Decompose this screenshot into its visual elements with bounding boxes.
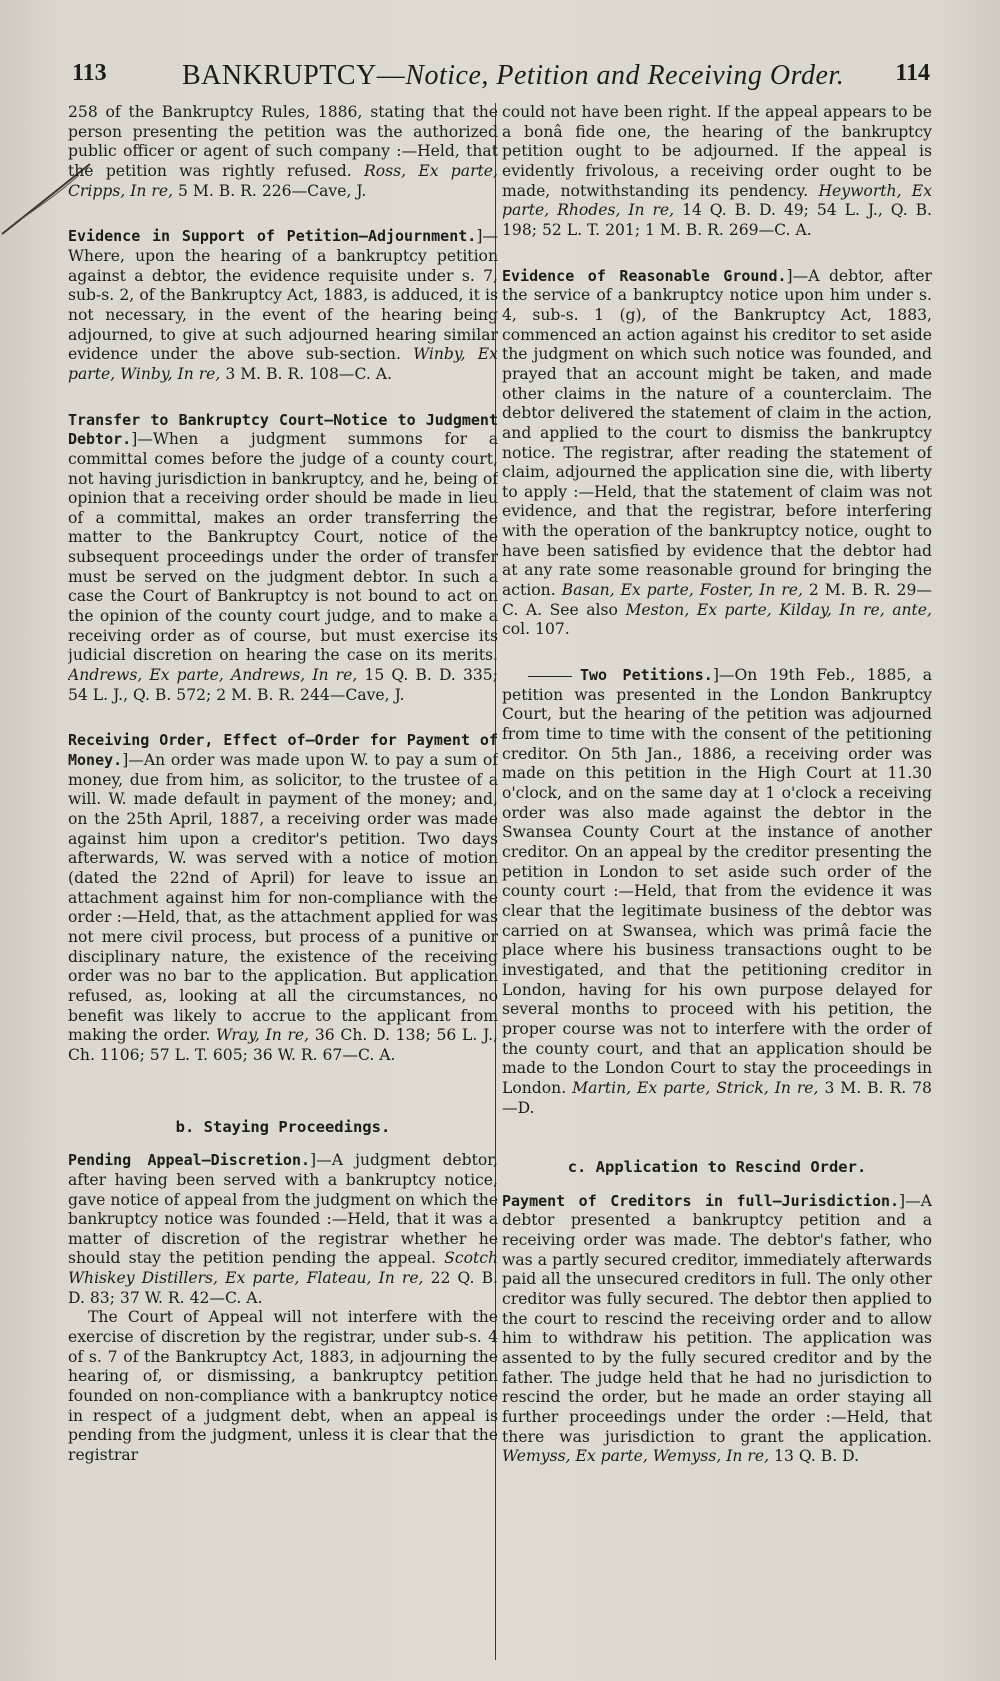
subsection-heading: c. Application to Rescind Order.: [567, 1158, 867, 1177]
entry-pending-appeal: [68, 1151, 498, 1308]
report-citation: 3 M. B. R. 108—C. A.: [225, 364, 392, 383]
entry-text: ]—An order was made upon W. to pay a sum of money, due from him, as solicitor, to the trustee of a will. W. made default in payment of the money; and, on the 25th April, 1887, a receiving order was made against him upon a creditor's petition. Two days afterwards, W. was served with a notice of motion (dated the 22nd of April) for leave to issue an attachment against him for non-compliance with the order :—Held, that, as the attachment applied for was not mere civil process, but process of a punitive or disciplinary nature, the existence of the receiving order was no bar to the application. But application refused, as, looking at all the circumstances, no benefit was likely to accrue to the applicant from making the order.: [68, 751, 498, 1045]
running-title: [182, 60, 844, 92]
report-citation: 22 Q. B. D. 83; 37 W. R. 42—C. A.: [68, 1269, 498, 1307]
title-main: BANKRUPTCY—: [182, 60, 406, 91]
case-citation: Wray, In re,: [216, 1026, 310, 1045]
report-citation: 14 Q. B. D. 49; 54 L. J., Q. B. 198; 52 L. T. 201; 1 M. B. R. 269—C. A.: [502, 201, 932, 239]
entry-evidence-support: [68, 227, 498, 384]
left-column: [68, 103, 498, 1663]
entry-text: ]—A debtor presented a bankruptcy petition and a receiving order was made. The debtor's father, who was a partly secured creditor, immediately afterwards paid all the unsecured creditors in full. The only other creditor was fully secured. The debtor then applied to the court to rescind the receiving order and to allow him to withdraw his petition. The application was assented to by the fully secured creditor and by the father. The judge held that he had no jurisdiction to rescind the order, but he made an order staying all further proceedings under the order :—Held, that there was jurisdiction to grant the application.: [502, 1191, 932, 1446]
entry-heading: Two Petitions.: [580, 666, 713, 685]
case-citation: Winby, Ex parte, Winby, In re,: [68, 345, 498, 383]
report-citation: 3 M. B. R. 78—D.: [502, 1078, 932, 1117]
entry-heading: Pending Appeal—Discretion.: [68, 1151, 311, 1170]
case-citation: Andrews, Ex parte, Andrews, In re,: [68, 666, 358, 685]
report-citation: 15 Q. B. D. 335; 54 L. J., Q. B. 572; 2 M. B. R. 244—Cave, J.: [68, 666, 498, 704]
subsection-heading: b. Staying Proceedings.: [175, 1117, 391, 1136]
case-citation: Wemyss, Ex parte, Wemyss, In re,: [502, 1447, 770, 1466]
title-subject: Notice, Petition and Receiving Order.: [405, 60, 845, 91]
running-header: [72, 60, 930, 96]
left-page-number: 113: [72, 60, 107, 86]
entry-continued: [502, 103, 932, 241]
entry-heading: Evidence of Reasonable Ground.: [502, 266, 787, 285]
report-citation: 5 M. B. R. 226—Cave, J.: [178, 181, 367, 200]
entry-text: ]—A judgment debtor, after having been served with a bankruptcy notice, gave notice of appeal from the judgment on which the bankruptcy notice was founded :—Held, that it was a matter of discretion of the registrar whether he should stay the petition pending the appeal.: [68, 1151, 498, 1268]
report-citation: 13 Q. B. D.: [774, 1447, 860, 1466]
entry-heading: Transfer to Bankruptcy Court—Notice to Judgment Debtor.: [68, 410, 498, 449]
case-citation: Martin, Ex parte, Strick, In re,: [572, 1078, 819, 1097]
entry-transfer: [68, 411, 498, 706]
entry-heading: Payment of Creditors in full—Jurisdiction.: [502, 1191, 900, 1210]
case-citation: Scotch Whiskey Distillers, Ex parte, Flateau, In re,: [68, 1249, 498, 1288]
entry-continued: [68, 103, 498, 201]
entry-text: could not have been right. If the appeal appears to be a bonâ fide one, the hearing of the bankruptcy petition ought to be adjourned. If the appeal is evidently frivolous, a receiving order ought to be made, notwithstanding its pendency.: [502, 103, 932, 200]
entry-heading: Evidence in Support of Petition—Adjournment.: [68, 227, 477, 246]
right-column: [502, 103, 932, 1663]
report-citation: 36 Ch. D. 138; 56 L. J., Ch. 1106; 57 L. T. 605; 36 W. R. 67—C. A.: [68, 1026, 498, 1064]
entry-text: 258 of the Bankruptcy Rules, 1886, stating that the person presenting the petition was the authorized public officer or agent of such company :—Held, that the petition was rightly refused.: [68, 103, 498, 180]
entry-two-petitions: [502, 666, 932, 1118]
entry-court-of-appeal: The Court of Appeal will not interfere with the exercise of discretion by the registrar, under sub-s. 4 of s. 7 of the Bankruptcy Act, 1883, in adjourning the hearing of, or dismissing, a bankruptcy petition founded on non-compliance with a bankruptcy notice in respect of a judgment debt, when an appeal is pending from the judgment, unless it is clear that the registrar: [68, 1308, 498, 1465]
entry-text: ]—On 19th Feb., 1885, a petition was presented in the London Bankruptcy Court, but the hearing of the petition was adjourned from time to time with the consent of the petitioning creditor. On 5th Jan., 1886, a receiving order was made on this petition in the High Court at 11.30 o'clock, and on the same day at 1 o'clock a receiving order was also made against the debtor in the Swansea County Court at the instance of another creditor. On an appeal by the creditor presenting the petition in London to set aside such order of the county court :—Held, that from the evidence it was clear that the legitimate business of the debtor was carried on at Swansea, which was primâ facie the place where his business transactions ought to be investigated, and that the petitioning creditor in London, having for his own purpose delayed for several months to proceed with his petition, the proper course was not to interfere with the order of the county court, and that an application should be made to the London Court to stay the proceedings in London.: [502, 666, 932, 1097]
entry-payment-creditors: [502, 1192, 932, 1467]
entry-receiving-order: [68, 731, 498, 1065]
case-citation: Meston, Ex parte, Kilday, In re, ante,: [625, 600, 932, 619]
entry-heading: Receiving Order, Effect of—Order for Payment of Money.: [68, 731, 498, 770]
report-citation: col. 107.: [502, 620, 570, 639]
report-citation: 2 M. B. R. 29—C. A. See also: [502, 581, 932, 619]
right-page-number: 114: [895, 60, 930, 86]
entry-reasonable-ground: [502, 267, 932, 640]
ditto-dash: [528, 676, 572, 677]
case-citation: Heyworth, Ex parte, Rhodes, In re,: [502, 181, 932, 220]
case-citation: Ross, Ex parte, Cripps, In re,: [68, 161, 498, 200]
entry-text: ]—When a judgment summons for a committal comes before the judge of a county court, not having jurisdiction in bankruptcy, and he, being of opinion that a receiving order should be made in lieu of a committal, makes an order transferring the matter to the Bankruptcy Court, notice of the subsequent proceedings under the order of transfer must be served on the judgment debtor. In such a case the Court of Bankruptcy is not bound to act on the opinion of the county court judge, and to make a receiving order as of course, but must exercise its judicial discretion on hearing the case on its merits.: [68, 430, 498, 665]
entry-text: ]—Where, upon the hearing of a bankruptcy petition against a debtor, the evidence requisite under s. 7, sub-s. 2, of the Bankruptcy Act, 1883, is adduced, it is not necessary, in the event of the hearing being adjourned, to give at such adjourned hearing similar evidence under the above sub-section.: [68, 227, 498, 364]
case-citation: Basan, Ex parte, Foster, In re,: [561, 581, 803, 600]
entry-text: ]—A debtor, after the service of a bankruptcy notice upon him under s. 4, sub-s. 1 (g), of the Bankruptcy Act, 1883, commenced an action against his creditor to set aside the judgment on which such notice was founded, and prayed that an account might be taken, and made other claims in the nature of a counterclaim. The debtor delivered the statement of claim in the action, and applied to the court to dismiss the bankruptcy notice. The registrar, after reading the statement of claim, adjourned the application sine die, with liberty to apply :—Held, that the statement of claim was not evidence, and that the registrar, before interfering with the operation of the bankruptcy notice, ought to have been satisfied by evidence that the debtor had at any rate some reasonable ground for bringing the action.: [502, 266, 932, 600]
